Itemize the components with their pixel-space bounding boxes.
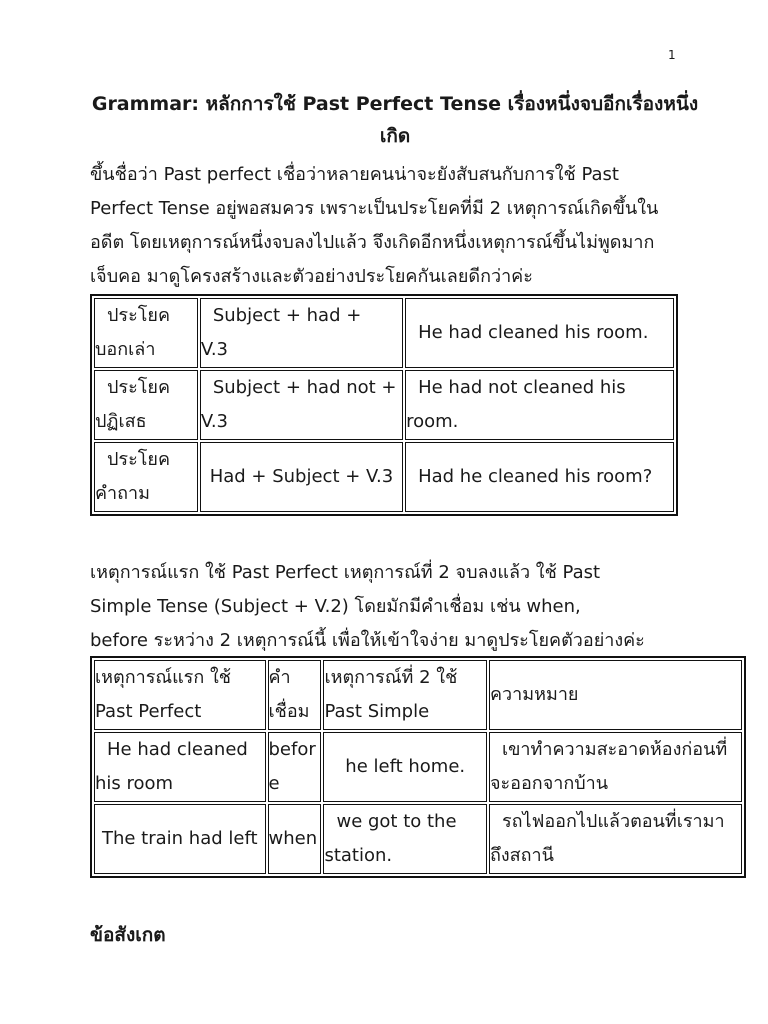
example-table: [90, 656, 746, 878]
sentence-type-line2: คำถาม: [95, 483, 151, 504]
structure-table: [90, 294, 678, 516]
header-line: เหตุการณ์ที่ 2 ใช้: [324, 667, 458, 688]
sentence-type-cell: [94, 442, 198, 512]
example-line1: Had he cleaned his room?: [418, 466, 653, 487]
second-line: before ระหว่าง 2 เหตุการณ์นี้ เพื่อให้เข้าใจง่าย มาดูประโยคตัวอย่างค่ะ: [90, 630, 645, 651]
example-cell: [405, 298, 674, 368]
example-cell: [405, 370, 674, 440]
example-cell: [405, 442, 674, 512]
header-line: ความหมาย: [489, 684, 579, 705]
intro-line: Perfect Tense อยู่พอสมควร เพราะเป็นประโยคที่มี 2 เหตุการณ์เกิดขึ้นใน: [90, 198, 659, 219]
cell-line: จะออกจากบ้าน: [489, 773, 609, 794]
table-row: [94, 442, 674, 512]
header-first-event: [94, 660, 266, 730]
structure-line2: V.3: [200, 339, 228, 360]
first-event-cell: [94, 804, 266, 874]
meaning-cell: [489, 804, 742, 874]
sentence-type-line1: ประโยค: [107, 449, 171, 470]
observation-heading: ข้อสังเกต: [90, 924, 166, 946]
sentence-type-line1: ประโยค: [107, 305, 171, 326]
header-line: Past Simple: [324, 701, 430, 722]
cell-line: his room: [95, 773, 174, 794]
table-row: [94, 804, 742, 874]
meaning-cell: [489, 732, 742, 802]
cell-line: befor: [268, 739, 316, 760]
intro-line: อดีต โดยเหตุการณ์หนึ่งจบลงไปแล้ว จึงเกิดอีกหนึ่งเหตุการณ์ขึ้นไม่พูดมาก: [90, 232, 655, 253]
structure-line2: V.3: [200, 411, 228, 432]
header-second-event: [323, 660, 487, 730]
page-title: Grammar: หลักการใช้ Past Perfect Tense เรื่องหนึ่งจบอีกเรื่องหนึ่งเกิด: [91, 93, 699, 147]
page-number: 1: [668, 48, 676, 62]
structure-cell: [200, 298, 403, 368]
cell-line: when: [268, 828, 318, 849]
intro-line: ขึ้นชื่อว่า Past perfect เชื่อว่าหลายคนน่าจะยังสับสนกับการใช้ Past: [90, 164, 619, 185]
second-line: Simple Tense (Subject + V.2) โดยมักมีคำเชื่อม เช่น when,: [90, 596, 581, 617]
example-line1: He had cleaned his room.: [418, 322, 649, 343]
second-event-cell: [323, 732, 487, 802]
table-row: [94, 298, 674, 368]
header-line: คำ: [268, 667, 291, 688]
header-line: เชื่อม: [268, 701, 310, 722]
table-header-row: [94, 660, 742, 730]
sentence-type-line2: บอกเล่า: [95, 339, 156, 360]
intro-line: เจ็บคอ มาดูโครงสร้างและตัวอย่างประโยคกันเลยดีกว่าค่ะ: [90, 266, 533, 287]
cell-line: ถึงสถานี: [489, 845, 554, 866]
header-meaning: [489, 660, 742, 730]
cell-line: เขาทำความสะอาดห้องก่อนที่: [501, 739, 728, 760]
sentence-type-cell: [94, 298, 198, 368]
sentence-type-line1: ประโยค: [107, 377, 171, 398]
header-line: Past Perfect: [95, 701, 202, 722]
table-row: [94, 732, 742, 802]
structure-cell: [200, 442, 403, 512]
example-line1: He had not cleaned his: [418, 377, 626, 398]
cell-line: we got to the: [336, 811, 457, 832]
cell-line: e: [268, 773, 280, 794]
sentence-type-cell: [94, 370, 198, 440]
structure-line1: Subject + had not +: [212, 377, 397, 398]
conjunction-cell: [268, 804, 322, 874]
structure-cell: [200, 370, 403, 440]
example-line2: room.: [406, 411, 459, 432]
sentence-type-line2: ปฏิเสธ: [95, 411, 147, 432]
structure-line1: Subject + had +: [212, 305, 362, 326]
cell-line: station.: [324, 845, 393, 866]
second-line: เหตุการณ์แรก ใช้ Past Perfect เหตุการณ์ที่ 2 จบลงแล้ว ใช้ Past: [90, 562, 601, 583]
cell-line: he left home.: [345, 756, 466, 777]
cell-line: The train had left: [101, 828, 258, 849]
cell-line: รถไฟออกไปแล้วตอนที่เรามา: [501, 811, 725, 832]
conjunction-cell: [268, 732, 322, 802]
header-conjunction: [268, 660, 322, 730]
intro-paragraph: [90, 158, 710, 294]
second-paragraph: [90, 556, 710, 658]
first-event-cell: [94, 732, 266, 802]
second-event-cell: [323, 804, 487, 874]
header-line: เหตุการณ์แรก ใช้: [95, 667, 231, 688]
structure-line1: Had + Subject + V.3: [209, 466, 394, 487]
cell-line: He had cleaned: [107, 739, 248, 760]
table-row: [94, 370, 674, 440]
